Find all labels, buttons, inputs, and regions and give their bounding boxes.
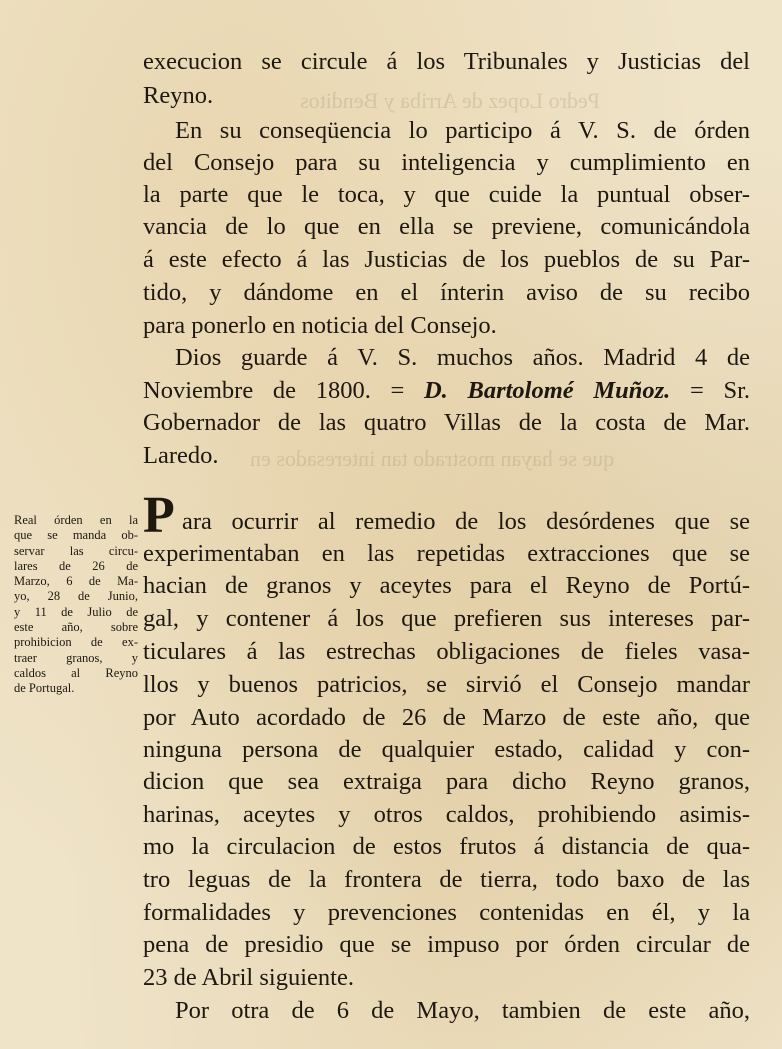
margin-note-line: de Portugal.	[14, 681, 75, 696]
text-line: Por otra de 6 de Mayo, tambien de este año,	[175, 997, 750, 1024]
signature-name: D. Bartolomé Muñoz.	[423, 377, 671, 404]
margin-note-line: caldos al Reyno	[14, 665, 138, 680]
salutation-text: = Sr.	[670, 377, 751, 404]
text-line: por Auto acordado de 26 de Marzo de este año, que	[143, 704, 750, 731]
text-line: ticulares á las estrechas obligaciones de fieles vasa-	[143, 638, 750, 665]
drop-cap: P	[143, 487, 175, 544]
text-line: gal, y contener á los que prefieren sus intereses par-	[143, 605, 750, 632]
margin-note-line: lares de 26 de	[14, 558, 138, 573]
text-line: á este efecto á las Justicias de los pueblos de su Par-	[143, 246, 750, 273]
text-line: harinas, aceytes y otros caldos, prohibiendo asimis-	[143, 801, 750, 828]
margin-note-line: servar las circu-	[14, 543, 138, 558]
text-line: execucion se circule á los Tribunales y Justicias del	[143, 48, 750, 75]
text-line: para ponerlo en noticia del Consejo.	[143, 312, 497, 339]
margin-note-line: prohibicion de ex-	[14, 635, 138, 650]
text-line: En su conseqüencia lo participo á V. S. de órden	[175, 117, 750, 144]
date-text: Noviembre de 1800. =	[143, 377, 424, 404]
margin-note-line: Marzo, 6 de Ma-	[14, 574, 138, 589]
text-line: ara ocurrir al remedio de los desórdenes que se	[182, 508, 750, 535]
text-line: Laredo.	[143, 442, 219, 469]
margin-note	[14, 513, 138, 697]
text-line: ninguna persona de qualquier estado, calidad y con-	[143, 736, 750, 763]
margin-note-line: yo, 28 de Junio,	[14, 589, 138, 604]
margin-note-line: este año, sobre	[14, 620, 138, 635]
text-line: formalidades y prevenciones contenidas en él, y la	[143, 899, 750, 926]
text-line: Dios guarde á V. S. muchos años. Madrid 4 de	[175, 344, 750, 371]
text-line: pena de presidio que se impuso por órden circular de	[143, 931, 750, 958]
text-line: experimentaban en las repetidas extracciones que se	[143, 540, 750, 567]
margin-note-line: traer granos, y	[14, 650, 138, 665]
text-line: 23 de Abril siguiente.	[143, 964, 354, 991]
text-line: llos y buenos patricios, se sirvió el Consejo mandar	[143, 671, 750, 698]
text-line: hacian de granos y aceytes para el Reyno de Portú-	[143, 572, 750, 599]
text-line: Gobernador de las quatro Villas de la costa de Mar.	[143, 409, 750, 436]
margin-note-line: y 11 de Julio de	[14, 604, 138, 619]
text-line: Reyno.	[143, 82, 214, 109]
text-line: tro leguas de la frontera de tierra, todo baxo de las	[143, 866, 750, 893]
text-line: la parte que le toca, y que cuide la puntual obser-	[143, 181, 750, 208]
text-line: mo la circulacion de estos frutos á distancia de qua-	[143, 833, 750, 860]
text-line: tido, y dándome en el ínterin aviso de su recibo	[143, 279, 750, 306]
margin-note-line: que se manda ob-	[14, 528, 138, 543]
text-line: vancia de lo que en ella se previene, comunicándola	[143, 213, 750, 240]
text-line: dicion que sea extraiga para dicho Reyno granos,	[143, 768, 750, 795]
text-line: del Consejo para su inteligencia y cumplimiento en	[143, 149, 750, 176]
margin-note-line: Real órden en la	[14, 513, 138, 527]
signature-line	[143, 375, 750, 407]
